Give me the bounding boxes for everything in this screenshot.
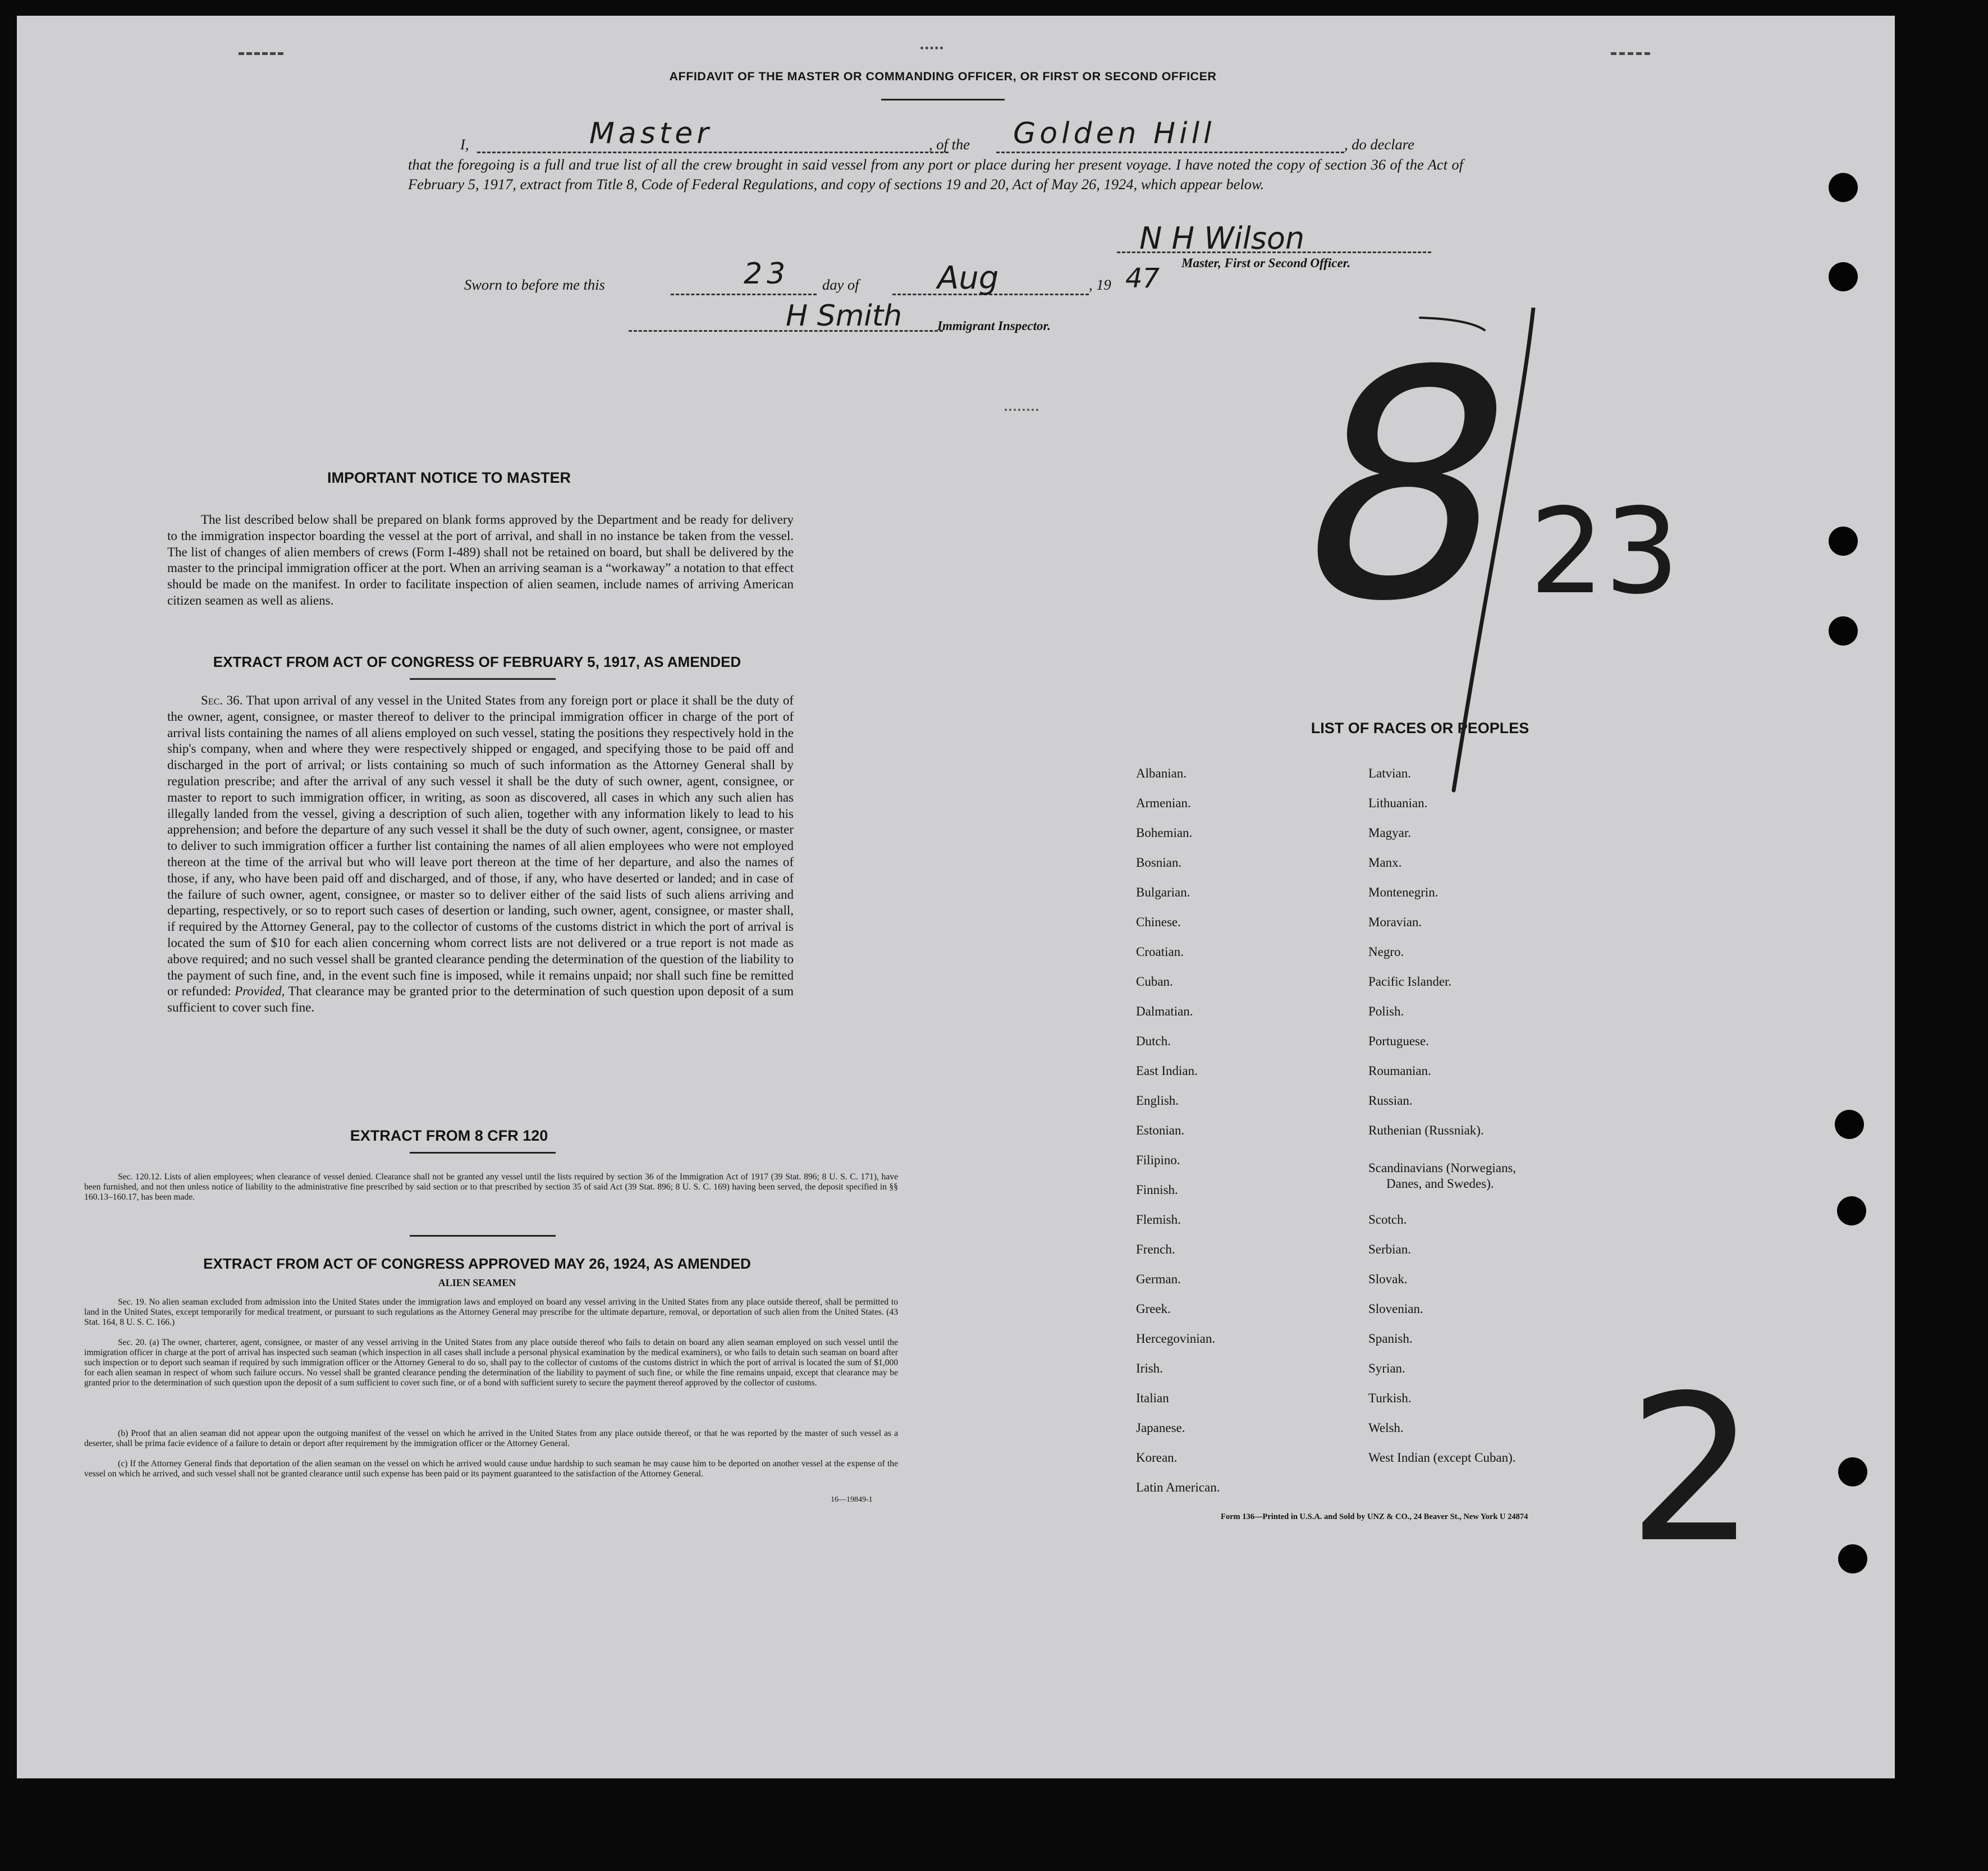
document-page xyxy=(17,16,1895,1778)
binder-hole-1 xyxy=(1829,173,1858,202)
race-left-20: Irish. xyxy=(1136,1361,1163,1375)
cfr-rule xyxy=(410,1152,556,1154)
extract-1924-subtitle: ALIEN SEAMEN xyxy=(438,1277,516,1288)
sec-36-text-a: That upon arrival of any vessel in the United States from any foreign port or place it shall be the duty of the owner, agent, consignee, or master thereof to deliver to the principal immigration officer in charge of the port of arrival lists containing the names of all aliens employed on such vessel, stating the positions they respectively hold in the ship's company, when and where they were respectively shipped or engaged, and specifying those to be paid off and discharged in the port of arrival; or lists containing so much of such information as the Attorney General shall by regulation prescribe; and after the arrival of any such vessel it shall be the duty of such owner, agent, consignee, or master to report to such immigration officer, in writing, as soon as discovered, all cases in which any such alien has illegally landed from the vessel, giving a description of such alien, together with any information likely to lead to his apprehension; and before the departure of any such vessel it shall be the duty of such owner, agent, consignee, or master to deliver to such immigration officer a further list containing the names of all alien employees who were not employed thereon at the time of the arrival but who will leave port thereon at the time of her departure, and also the names of those, if any, who have been paid off and discharged, and of those, if any, who have deserted or landed; and in case of the failure of such owner, agent, consignee, or master so to deliver either of the said lists of such aliens arriving and departing, respectively, or so to report such cases of desertion or landing, such owner, agent, consignee, or master shall, if required by the Attorney General, pay to the collector of customs of the customs district in which the port of arrival is located the sum of $10 for each alien concerning whom correct lists are not delivered or a true report is not made as above required; and no such vessel shall be granted clearance pending the determination of the question of the liability to the payment of such fine, and, in the event such fine is imposed, while it remains unpaid; nor shall such fine be remitted or refunded: xyxy=(167,693,794,999)
handwritten-page-number: 2 xyxy=(1628,1352,1757,1587)
day-blank xyxy=(671,294,817,295)
handwritten-year: 47 xyxy=(1125,263,1160,294)
race-left-5: Chinese. xyxy=(1136,915,1181,929)
race-left-4: Bulgarian. xyxy=(1136,885,1190,899)
race-right-14: Danes, and Swedes). xyxy=(1386,1177,1494,1191)
race-right-15: Scotch. xyxy=(1368,1213,1407,1227)
cfr-title: EXTRACT FROM 8 CFR 120 xyxy=(350,1127,548,1144)
extract-1924-title: EXTRACT FROM ACT OF CONGRESS APPROVED MAY 26, 1924, AS AMENDED xyxy=(203,1255,751,1272)
race-left-14: Finnish. xyxy=(1136,1183,1178,1197)
cfr-bottom-rule xyxy=(410,1235,556,1237)
vessel-blank xyxy=(996,152,1344,153)
race-left-23: Korean. xyxy=(1136,1451,1178,1465)
race-left-18: Greek. xyxy=(1136,1302,1171,1316)
affidavit-declaration: that the foregoing is a full and true list of all the crew brought in said vessel from any port or place during her present voyage. I have noted the copy of section 36 of the Act of February 5, 1917, extract from Title 8, Code of Federal Regulations, and copy of sections 19 and 20, Act of May 26, 1924, which appear below. xyxy=(408,156,1463,193)
sec-36-text-b: That clearance may be granted prior to the determination of such question upon deposit of a sum sufficient to cover such fine. xyxy=(167,984,794,1015)
races-title: LIST OF RACES OR PEOPLES xyxy=(1311,720,1529,736)
sec-36-label: Sec. 36. xyxy=(201,693,243,707)
race-right-7: Pacific Islander. xyxy=(1368,975,1452,989)
race-left-8: Dalmatian. xyxy=(1136,1004,1193,1018)
race-right-9: Portuguese. xyxy=(1368,1034,1429,1048)
race-right-17: Slovak. xyxy=(1368,1272,1408,1286)
inspector-caption: Immigrant Inspector. xyxy=(937,319,1051,333)
binder-hole-2 xyxy=(1829,262,1858,291)
race-right-6: Negro. xyxy=(1368,945,1404,959)
race-left-15: Flemish. xyxy=(1136,1213,1181,1227)
binder-hole-4 xyxy=(1829,616,1858,646)
top-mark-center xyxy=(920,47,943,49)
top-mark-right xyxy=(1611,52,1650,55)
race-right-1: Lithuanian. xyxy=(1368,796,1428,810)
race-right-22: Welsh. xyxy=(1368,1421,1404,1435)
race-left-10: East Indian. xyxy=(1136,1064,1198,1078)
binder-hole-8 xyxy=(1838,1544,1867,1573)
sec-19: Sec. 19. No alien seaman excluded from admission into the United States under the immigration laws and employed on board any vessel arriving in the United States from any place outside thereof, shall be permitted to land in the United States, except temporarily for medical treatment, or pursuant to such regulations as the Attorney General may prescribe for the ultimate departure, removal, or deportation of such alien from the United States. (43 Stat. 164, 8 U. S. C. 166.) xyxy=(84,1297,898,1327)
race-left-2: Bohemian. xyxy=(1136,826,1193,840)
race-left-7: Cuban. xyxy=(1136,975,1173,989)
race-right-10: Roumanian. xyxy=(1368,1064,1431,1078)
binder-hole-7 xyxy=(1838,1457,1867,1486)
race-right-13: Scandinavians (Norwegians, xyxy=(1368,1161,1517,1175)
sec-20b: (b) Proof that an alien seaman did not appear upon the outgoing manifest of the vessel on which he arrived in the United States from any place outside thereof, or that he was reported by the master of such vessel as a deserter, shall be prima facie evidence of a failure to detain or deport after requirement by the immigration officer or the Attorney General. xyxy=(84,1429,898,1448)
handwritten-day: 23 xyxy=(744,257,790,291)
master-signature: N H Wilson xyxy=(1139,221,1305,256)
handwritten-date-month: 8 xyxy=(1268,304,1547,670)
affidavit-line-i: I, xyxy=(460,136,469,153)
top-mark-left xyxy=(239,52,283,55)
cfr-body: Sec. 120.12. Lists of alien employees; when clearance of vessel denied. Clearance shall not be granted any vessel until the lists required by section 36 of the Immigration Act of 1917 (39 Stat. 896; 8 U. S. C. 171), have been furnished, and not then unless notice of liability to the administrative fine prescribed by said section or to that prescribed by section 35 of said Act (39 Stat. 896; 8 U. S. C. 169) having been served, the deposit specified in §§ 160.13–160.17, has been made. xyxy=(84,1172,898,1202)
race-left-16: French. xyxy=(1136,1242,1175,1256)
inspector-signature: H Smith xyxy=(786,299,903,333)
race-left-19: Hercegovinian. xyxy=(1136,1332,1216,1346)
affidavit-title: AFFIDAVIT OF THE MASTER OR COMMANDING OFFICER, OR FIRST OR SECOND OFFICER xyxy=(669,70,1217,83)
extract-1917-rule xyxy=(410,678,556,680)
sec-20c: (c) If the Attorney General finds that deportation of the alien seaman on the vessel on which he arrived would cause undue hardship to such seaman he may cause him to be deported on another vessel at the expense of the vessel on which he arrived, and such vessel shall not be granted clearance until such expense has been paid or its payment guaranteed to the satisfaction of the Attorney General. xyxy=(84,1459,898,1479)
affidavit-do-declare: , do declare xyxy=(1344,136,1414,153)
race-left-1: Armenian. xyxy=(1136,796,1191,810)
master-blank xyxy=(477,152,949,153)
race-left-24: Latin American. xyxy=(1136,1480,1220,1494)
race-right-18: Slovenian. xyxy=(1368,1302,1423,1316)
master-signature-line xyxy=(1117,251,1431,253)
affidavit-of-the: , of the xyxy=(929,136,970,153)
form-note: Form 136—Printed in U.S.A. and Sold by UNZ & CO., 24 Beaver St., New York U 24874 xyxy=(1221,1512,1528,1521)
race-right-16: Serbian. xyxy=(1368,1242,1412,1256)
race-left-9: Dutch. xyxy=(1136,1034,1171,1048)
race-right-20: Syrian. xyxy=(1368,1361,1405,1375)
handwritten-vessel-name: Golden Hill xyxy=(1013,117,1216,150)
race-right-11: Russian. xyxy=(1368,1094,1413,1108)
race-right-21: Turkish. xyxy=(1368,1391,1412,1405)
binder-hole-6 xyxy=(1837,1196,1866,1225)
race-right-0: Latvian. xyxy=(1368,766,1411,780)
year-prefix: , 19 xyxy=(1089,276,1111,293)
race-left-6: Croatian. xyxy=(1136,945,1184,959)
sworn-text: Sworn to before me this xyxy=(464,276,605,293)
race-left-12: Estonian. xyxy=(1136,1123,1185,1137)
extract-1917-title: EXTRACT FROM ACT OF CONGRESS OF FEBRUARY 5, 1917, AS AMENDED xyxy=(213,653,741,670)
race-left-0: Albanian. xyxy=(1136,766,1187,780)
race-right-23: West Indian (except Cuban). xyxy=(1368,1451,1516,1465)
print-code: 16—19849-1 xyxy=(831,1495,873,1504)
race-left-21: Italian xyxy=(1136,1391,1169,1405)
race-right-5: Moravian. xyxy=(1368,915,1422,929)
handwritten-master: Master xyxy=(589,117,713,150)
race-left-22: Japanese. xyxy=(1136,1421,1185,1435)
day-of-text: day of xyxy=(822,276,859,293)
binder-hole-3 xyxy=(1829,527,1858,556)
sec-20a: Sec. 20. (a) The owner, charterer, agent, consignee, or master of any vessel arriving in the United States from any place outside thereof who fails to detain on board any alien seaman employed on such vessel until the immigration officer in charge at the port of arrival has inspected such seaman (which inspection in all cases shall include a personal physical examination by the medical examiners), or who fails to detain such seaman on board after such inspection or to deport such seaman if required by such immigration officer or the Attorney General to do so, shall pay to the collector of customs of the customs district in which the port of arrival is located the sum of $1,000 for each alien seaman in respect of whom such failure occurs. No vessel shall be granted clearance pending the determination of the liability to payment of such fine, or while the fine remains unpaid, except that clearance may be granted prior to the determination of such question upon the deposit of a sum sufficient to cover such fine, or of a bond with sufficient surety to secure the payment thereof approved by the collector of customs. xyxy=(84,1338,898,1388)
race-right-2: Magyar. xyxy=(1368,826,1412,840)
master-caption: Master, First or Second Officer. xyxy=(1181,256,1351,270)
notice-body: The list described below shall be prepared on blank forms approved by the Department and be ready for delivery to the immigration inspector boarding the vessel at the port of arrival, and shall in no instance be taken from the vessel. The list of changes of alien members of crews (Form I-489) shall not be retained on board, but shall be delivered by the master to the principal immigration officer at the port. When an arriving seaman is a “workaway” a notation to that effect should be made on the manifest. In order to facilitate inspection of alien seamen, include names of arriving American citizen seamen as well as aliens. xyxy=(167,513,794,607)
race-right-12: Ruthenian (Russniak). xyxy=(1368,1123,1484,1137)
sec-36-provided: Provided, xyxy=(235,984,285,999)
handwritten-month: Aug xyxy=(937,260,999,296)
inspector-signature-line xyxy=(629,330,943,332)
race-left-11: English. xyxy=(1136,1094,1179,1108)
handwritten-date-day: 23 xyxy=(1529,483,1680,620)
race-left-13: Filipino. xyxy=(1136,1153,1180,1167)
race-right-3: Manx. xyxy=(1368,856,1402,870)
race-left-3: Bosnian. xyxy=(1136,856,1182,870)
notice-title: IMPORTANT NOTICE TO MASTER xyxy=(327,469,571,486)
race-right-8: Polish. xyxy=(1368,1004,1404,1018)
stray-dots xyxy=(1005,409,1038,411)
race-right-19: Spanish. xyxy=(1368,1332,1413,1346)
binder-hole-5 xyxy=(1835,1110,1864,1139)
race-right-4: Montenegrin. xyxy=(1368,885,1439,899)
extract-1917-body xyxy=(167,693,794,1016)
affidavit-title-rule xyxy=(881,99,1005,100)
race-left-17: German. xyxy=(1136,1272,1181,1286)
